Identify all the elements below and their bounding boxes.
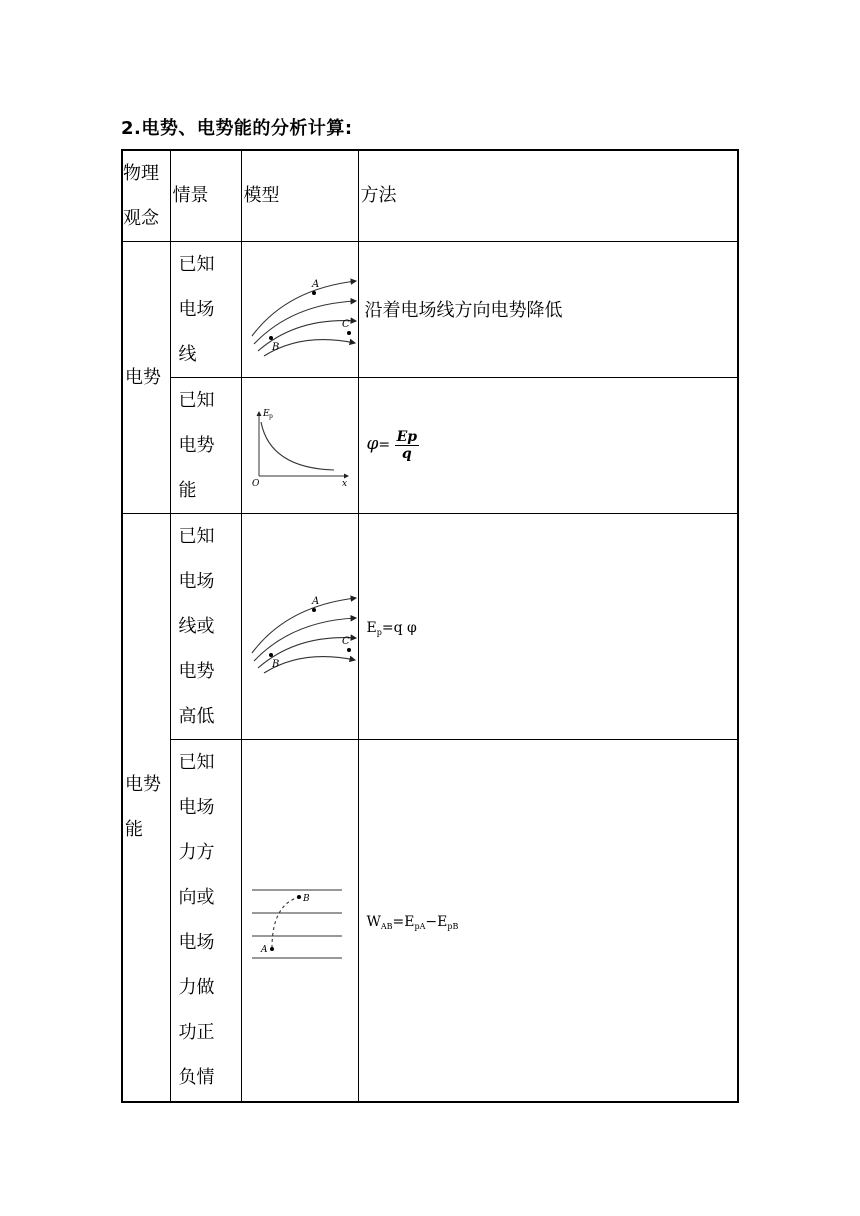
concept-table	[121, 149, 739, 1103]
scenario-cell: 已知 电场 线	[170, 241, 241, 377]
model-cell	[241, 513, 358, 739]
table-row	[122, 739, 738, 1102]
formula-cell	[358, 513, 738, 739]
concept-potential-energy: 电势能	[122, 513, 170, 1102]
formula-cell	[358, 739, 738, 1102]
model-cell	[241, 739, 358, 1102]
svg-text:p: p	[268, 413, 273, 420]
header-scenario: 情景	[170, 150, 241, 241]
model-cell	[241, 377, 358, 513]
table-row	[122, 513, 738, 739]
svg-text:A: A	[311, 596, 319, 607]
formula-cell	[358, 377, 738, 513]
potential-energy-graph	[242, 400, 359, 490]
svg-text:A: A	[311, 279, 319, 290]
equipotential-diagram	[242, 880, 359, 960]
method-cell: 沿着电场线方向电势降低	[358, 241, 738, 377]
svg-text:C: C	[341, 636, 350, 647]
scenario-cell: 已知 电势 能	[170, 377, 241, 513]
potential-formula: φ= $\frac{Ep}{q}$	[366, 428, 418, 462]
concept-potential: 电势	[122, 241, 170, 513]
section-heading: 2.电势、电势能的分析计算:	[121, 118, 353, 139]
fraction: $\frac{Ep}{q}$	[396, 428, 418, 462]
svg-text:O: O	[251, 479, 259, 489]
field-lines-diagram	[242, 576, 359, 676]
svg-text:B: B	[271, 342, 279, 353]
energy-formula: $E_p=q$ φ	[366, 619, 417, 637]
svg-text:x: x	[341, 479, 347, 489]
work-formula: $W_{AB}=E_{pA}-E_{pB}$	[366, 913, 459, 931]
header-concept: 物理 观念	[122, 150, 170, 241]
field-lines-diagram	[242, 259, 359, 359]
table-header-row	[122, 150, 738, 241]
svg-text:B: B	[271, 659, 279, 670]
scenario-cell: 已知 电场 力方 向或 电场 力做 功正 负情	[170, 739, 241, 1102]
header-method: 方法	[358, 150, 738, 241]
table-row	[122, 377, 738, 513]
table-row	[122, 241, 738, 377]
model-cell	[241, 241, 358, 377]
svg-text:C: C	[341, 319, 350, 330]
svg-text:E: E	[262, 409, 270, 419]
header-model: 模型	[241, 150, 358, 241]
svg-text:B: B	[302, 894, 310, 905]
scenario-cell: 已知 电场 线或 电势 高低	[170, 513, 241, 739]
svg-text:A: A	[260, 945, 267, 956]
